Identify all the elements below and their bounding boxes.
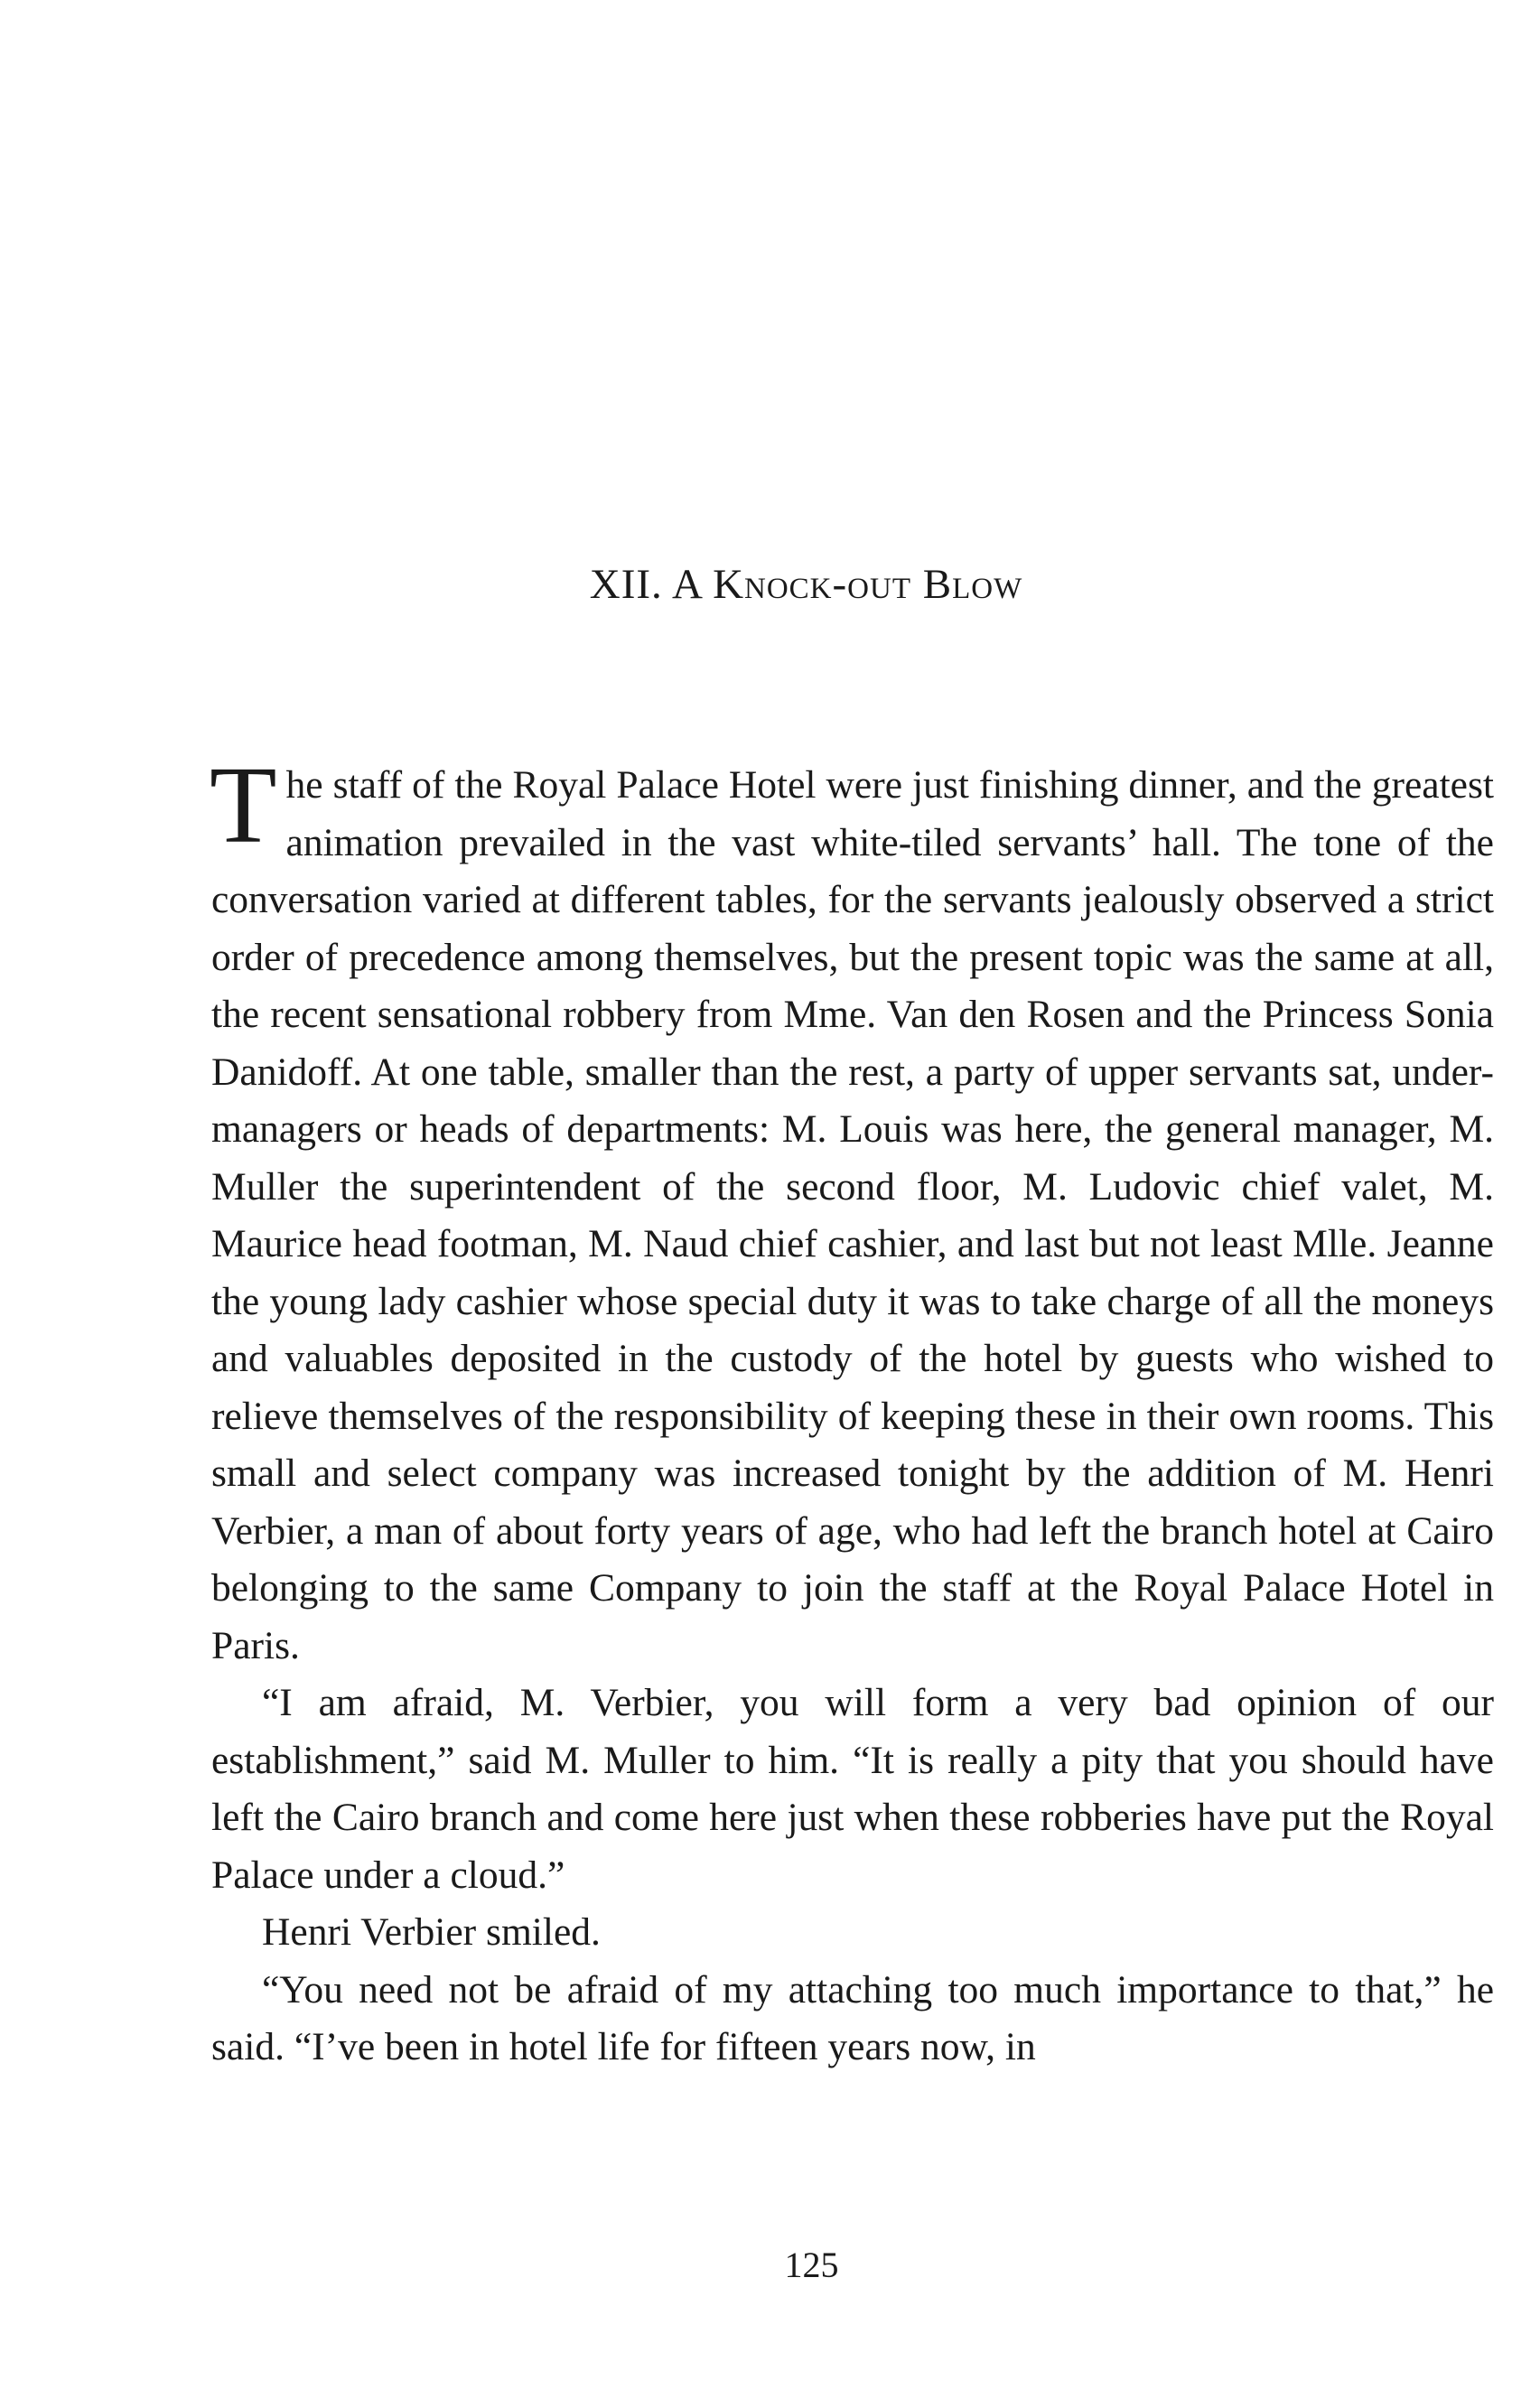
drop-cap: T — [210, 744, 277, 866]
paragraph-1 — [210, 744, 1494, 1675]
paragraph-1-text: he staff of the Royal Palace Hotel were just finishing dinner, and the greatest animation prevailed in the vast white-tiled servants’ hall. The tone of the conversation varied at different tables, for the servants jealously observed a strict order of precedence among themselves, but the present topic was the same at all, the recent sensational robbery from Mme. Van den Rosen and the Princess Sonia Danidoff. At one table, smaller than the rest, a party of upper servants sat, under-managers or heads of departments: M. Louis was here, the general manager, M. Muller the superintendent of the second floor, M. Ludovic chief valet, M. Maurice head footman, M. Naud chief cashier, and last but not least Mlle. Jeanne the young lady cashier whose special duty it was to take charge of all the moneys and valuables deposited in the custody of the hotel by guests who wished to relieve themselves of the responsibility of keeping these in their own rooms. This small and select company was increased tonight by the addition of M. Henri Verbier, a man of about forty years of age, who had left the branch hotel at Cairo belonging to the same Company to join the staff at the Royal Palace Hotel in Paris. — [211, 763, 1494, 1667]
page-number: 125 — [784, 2245, 839, 2285]
chapter-title-lead: A — [671, 561, 702, 608]
paragraph-2: “I am afraid, M. Verbier, you will form a very bad opinion of our establishment,” said M. Muller to him. “It is really a pity that you should have left the Cairo branch and come here just when these robberies have put the Royal Palace under a cloud.” — [211, 1681, 1494, 1897]
chapter-number: XII. — [589, 561, 663, 608]
paragraph-4: “You need not be afraid of my attaching too much importance to that,” he said. “I’ve been in hotel life for fifteen years now, in — [211, 1967, 1494, 2068]
chapter-title-text: Knock-out Blow — [713, 561, 1023, 608]
chapter-title — [0, 560, 1540, 609]
body-text — [210, 744, 1494, 2077]
paragraph-3: Henri Verbier smiled. — [262, 1910, 601, 1954]
